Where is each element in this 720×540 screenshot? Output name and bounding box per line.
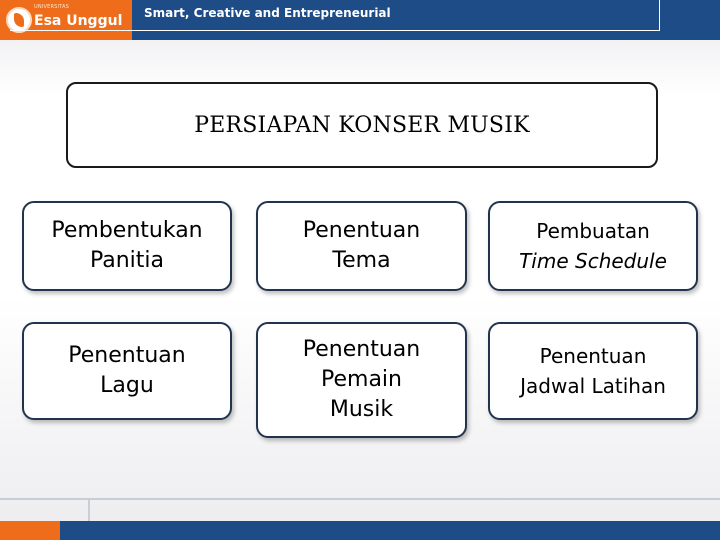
header-bar <box>0 0 720 40</box>
box-penentuan-jadwal-latihan <box>488 322 698 420</box>
box-label-line: Pemain <box>321 367 402 392</box>
footer-bar <box>0 521 720 540</box>
box-label-line: Time Schedule <box>519 249 667 273</box>
box-penentuan-tema <box>256 201 467 291</box>
box-label-line: Penentuan <box>68 343 186 368</box>
header-divider <box>10 30 660 31</box>
tagline: Smart, Creative and Entrepreneurial <box>144 6 391 20</box>
box-label-line: Penentuan <box>302 218 421 243</box>
diagram-title-box <box>66 82 658 168</box>
box-label-line: Panitia <box>89 248 165 273</box>
box-label-line: Pembentukan <box>51 218 203 243</box>
box-penentuan-pemain-musik <box>256 322 467 438</box>
header-vertical-divider <box>659 0 660 31</box>
box-label-line: Penentuan <box>539 344 647 368</box>
box-label-line: Penentuan <box>302 337 421 362</box>
box-label-line: Pembuatan <box>536 219 650 243</box>
box-label-line: Musik <box>329 397 394 422</box>
footer-vertical-divider <box>88 500 90 521</box>
box-label-line: Jadwal Latihan <box>520 374 666 398</box>
diagram-title: PERSIAPAN KONSER MUSIK <box>194 112 530 138</box>
box-label-line: Tema <box>332 248 391 273</box>
university-logo[interactable] <box>0 0 132 40</box>
footer-divider <box>0 498 720 500</box>
box-pembuatan-time-schedule <box>488 201 698 291</box>
box-penentuan-lagu <box>22 322 232 420</box>
logo-subtitle: UNIVERSITAS <box>34 4 70 10</box>
logo-name: Esa Unggul <box>34 13 123 29</box>
box-label-line: Lagu <box>100 373 154 398</box>
box-pembentukan-panitia <box>22 201 232 291</box>
footer-accent <box>0 521 60 540</box>
